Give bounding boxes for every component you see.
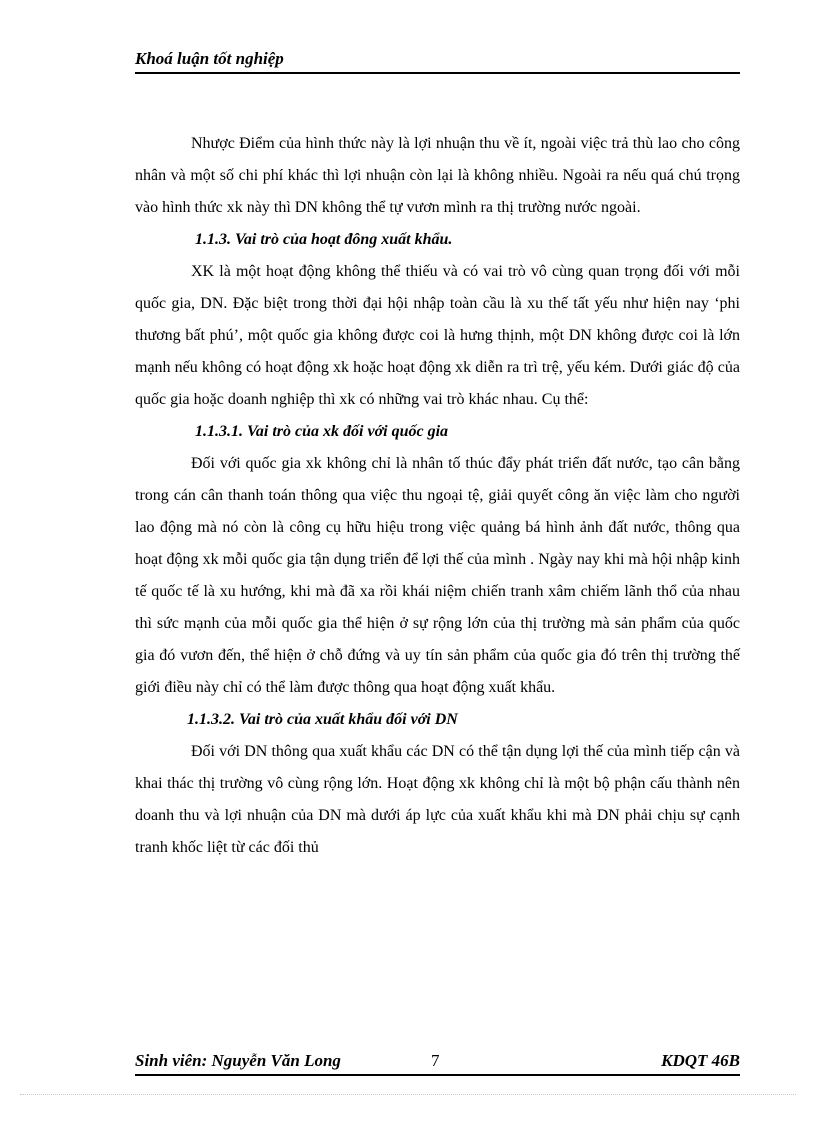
document-body xyxy=(135,128,740,864)
footer-student-name: Sinh viên: Nguyễn Văn Long xyxy=(135,1051,341,1070)
header-title: Khoá luận tốt nghiệp xyxy=(135,49,284,68)
paragraph-export-role: XK là một hoạt động không thể thiếu và có vai trò vô cùng quan trọng đối với mỗi quốc gia, DN. Đặc biệt trong thời đại hội nhập toàn cầu là xu thế tất yếu như hiện nay ‘phi thương bất phú’, một quốc gia không được coi là hưng thịnh, một DN không được coi là lớn mạnh nếu không có hoạt động xk hoặc hoạt động xk diễn ra trì trệ, yếu kém. Dưới giác độ của quốc gia hoặc doanh nghiệp thì xk có những vai trò khác nhau. Cụ thể: xyxy=(135,263,740,408)
footer-class-code: KDQT 46B xyxy=(661,1051,740,1070)
section-heading-1-1-3: 1.1.3. Vai trò của hoạt đông xuất khẩu. xyxy=(195,231,453,248)
paragraph-disadvantages: Nhược Điểm của hình thức này là lợi nhuận thu về ít, ngoài việc trả thù lao cho công nhân và một số chi phí khác thì lợi nhuận còn lại là không nhiều. Ngoài ra nếu quá chú trọng vào hình thức xk này thì DN không thể tự vươn mình ra thị trường nước ngoài. xyxy=(135,135,740,216)
page-boundary-divider xyxy=(20,1094,796,1095)
paragraph-role-for-country: Đối với quốc gia xk không chỉ là nhân tố thúc đẩy phát triển đất nước, tạo cân bằng trong cán cân thanh toán thông qua việc thu ngoại tệ, giải quyết công ăn việc làm cho người lao động mà nó còn là công cụ hữu hiệu trong việc quảng bá hình ảnh đất nước, thông qua hoạt động xk mỗi quốc gia tận dụng triển để lợi thế của mình . Ngày nay khi mà hội nhập kinh tế quốc tế là xu hướng, khi mà đã xa rồi khái niệm chiến tranh xâm chiếm lãnh thổ của nhau thì sức mạnh của mỗi quốc gia thể hiện ở sự rộng lớn của thị trường mà sản phẩm của quốc gia đó vươn đến, thể hiện ở chỗ đứng và uy tín sản phẩm của quốc gia đó trên thị trường thế giới điều này chỉ có thể làm được thông qua hoạt động xuất khẩu. xyxy=(135,455,740,696)
page-footer xyxy=(135,1048,740,1076)
section-heading-1-1-3-1: 1.1.3.1. Vai trò của xk đối với quốc gia xyxy=(195,423,449,440)
section-heading-1-1-3-2: 1.1.3.2. Vai trò của xuất khẩu đối với DN xyxy=(187,711,458,728)
page-number: 7 xyxy=(431,1051,440,1070)
paragraph-role-for-enterprise: Đối với DN thông qua xuất khẩu các DN có thể tận dụng lợi thế của mình tiếp cận và khai thác thị trường vô cùng rộng lớn. Hoạt động xk không chỉ là một bộ phận cấu thành nên doanh thu và lợi nhuận của DN mà dưới áp lực của xuất khẩu khi mà DN phải chịu sự cạnh tranh khốc liệt từ các đối thủ xyxy=(135,743,740,856)
page-header xyxy=(135,48,740,74)
